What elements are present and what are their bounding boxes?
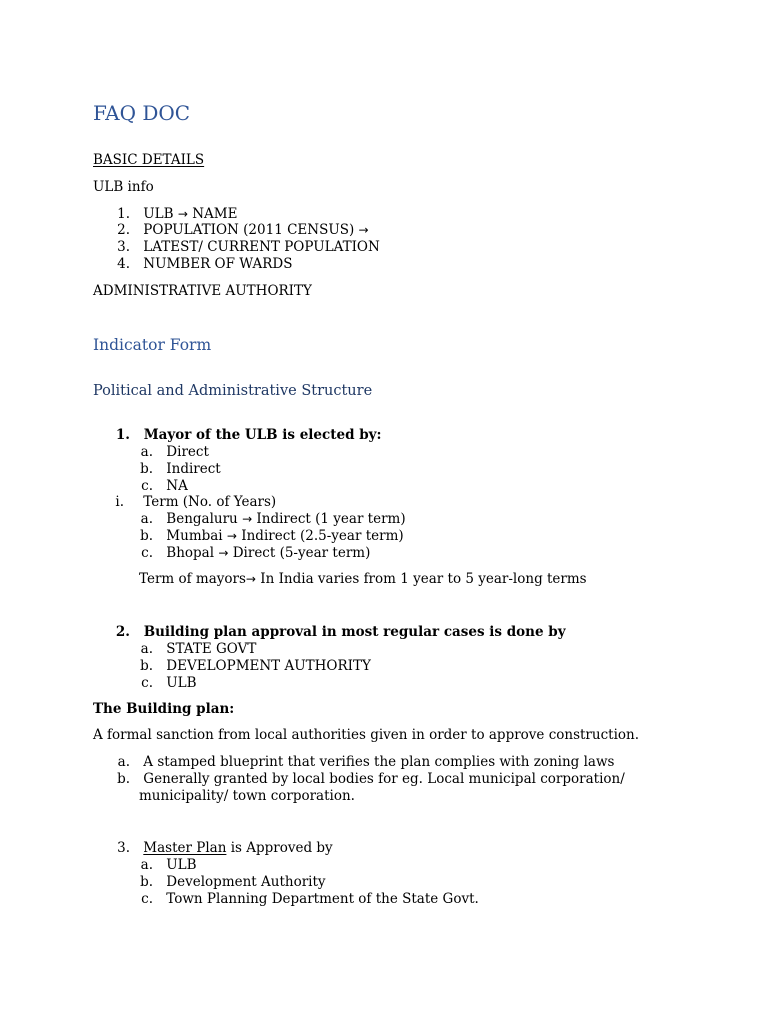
option-item — [139, 545, 370, 562]
option-text: Bhopal — [166, 545, 215, 561]
option-letter: c. — [141, 478, 153, 494]
arrow-right-icon: → — [226, 529, 237, 543]
option-letter: a. — [140, 857, 153, 873]
option-letter: b. — [140, 658, 153, 674]
option-letter: a. — [140, 641, 153, 657]
option-text: Town Planning Department of the State Govt. — [166, 891, 479, 907]
option-text: ULB — [166, 675, 197, 691]
option-text: ULB — [166, 857, 197, 873]
building-plan-heading: The Building plan: — [93, 701, 235, 717]
option-letter: c. — [141, 545, 153, 561]
option-text: Development Authority — [166, 874, 326, 890]
list-text: POPULATION (2011 CENSUS) — [143, 222, 355, 238]
list-letter: b. — [117, 771, 130, 787]
sub-question — [93, 494, 276, 511]
list-item — [93, 206, 237, 223]
note-text: Term of mayors — [139, 571, 246, 587]
option-text: Direct — [166, 444, 209, 460]
option-item — [139, 478, 188, 495]
indicator-form-heading: Indicator Form — [93, 336, 212, 354]
question-number: 3. — [117, 840, 130, 856]
option-item — [139, 528, 404, 545]
option-text: Indirect — [166, 461, 221, 477]
option-item — [139, 891, 479, 908]
list-text: NUMBER OF WARDS — [143, 256, 293, 272]
option-text: Direct (5-year term) — [232, 545, 371, 561]
option-letter: a. — [140, 444, 153, 460]
admin-authority: ADMINISTRATIVE AUTHORITY — [93, 283, 312, 299]
political-structure-heading: Political and Administrative Structure — [93, 383, 373, 399]
sub-question-text: Term (No. of Years) — [143, 494, 277, 510]
ulb-info-label: ULB info — [93, 179, 154, 195]
option-text: Indirect (1 year term) — [256, 511, 406, 527]
option-item — [139, 641, 256, 658]
option-text: DEVELOPMENT AUTHORITY — [166, 658, 371, 674]
list-text: LATEST/ CURRENT POPULATION — [143, 239, 380, 255]
option-item — [139, 444, 209, 461]
list-item — [93, 222, 369, 239]
note-text: In India varies from 1 year to 5 year-long terms — [260, 571, 587, 587]
option-letter: a. — [140, 511, 153, 527]
sub-question-number: i. — [115, 494, 124, 510]
option-item — [139, 675, 197, 692]
option-text: STATE GOVT — [166, 641, 257, 657]
option-item — [139, 658, 371, 675]
option-text: Indirect (2.5-year term) — [241, 528, 404, 544]
arrow-right-icon: → — [245, 572, 256, 586]
option-item — [139, 461, 221, 478]
list-item — [93, 256, 292, 273]
option-text: NA — [166, 478, 188, 494]
list-number: 3. — [117, 239, 130, 255]
list-number: 4. — [117, 256, 130, 272]
question-number: 1. — [115, 427, 130, 443]
doc-title: FAQ DOC — [93, 101, 191, 125]
list-text-continuation: municipality/ town corporation. — [139, 788, 355, 804]
list-item — [93, 754, 614, 771]
basic-details-heading: BASIC DETAILS — [93, 152, 205, 168]
question-3 — [93, 840, 333, 857]
master-plan-term: Master Plan — [143, 840, 227, 856]
option-text: Bengaluru — [166, 511, 238, 527]
arrow-right-icon: → — [218, 546, 229, 560]
option-letter: b. — [140, 461, 153, 477]
option-item — [139, 874, 326, 891]
question-text: is Approved by — [226, 840, 333, 856]
arrow-right-icon: → — [358, 223, 369, 237]
question-number: 2. — [115, 624, 130, 640]
list-letter: a. — [117, 754, 130, 770]
question-text: Mayor of the ULB is elected by: — [143, 427, 382, 443]
question-text: Building plan approval in most regular cases is done by — [143, 624, 566, 640]
list-text: Generally granted by local bodies for eg. Local municipal corporation/ — [143, 771, 625, 787]
list-item — [93, 771, 625, 788]
list-text: ULB — [143, 206, 174, 222]
list-text: A stamped blueprint that verifies the plan complies with zoning laws — [143, 754, 615, 770]
option-letter: b. — [140, 874, 153, 890]
list-item — [93, 239, 380, 256]
term-note — [139, 571, 587, 588]
option-letter: b. — [140, 528, 153, 544]
list-text: NAME — [192, 206, 238, 222]
option-letter: c. — [141, 675, 153, 691]
arrow-right-icon: → — [242, 512, 253, 526]
option-item — [139, 511, 406, 528]
question-1 — [93, 427, 381, 444]
list-number: 2. — [117, 222, 130, 238]
question-2 — [93, 624, 566, 641]
option-letter: c. — [141, 891, 153, 907]
option-text: Mumbai — [166, 528, 223, 544]
arrow-right-icon: → — [177, 207, 188, 221]
list-number: 1. — [117, 206, 130, 222]
building-plan-definition: A formal sanction from local authorities given in order to approve construction. — [93, 727, 639, 743]
option-item — [139, 857, 197, 874]
